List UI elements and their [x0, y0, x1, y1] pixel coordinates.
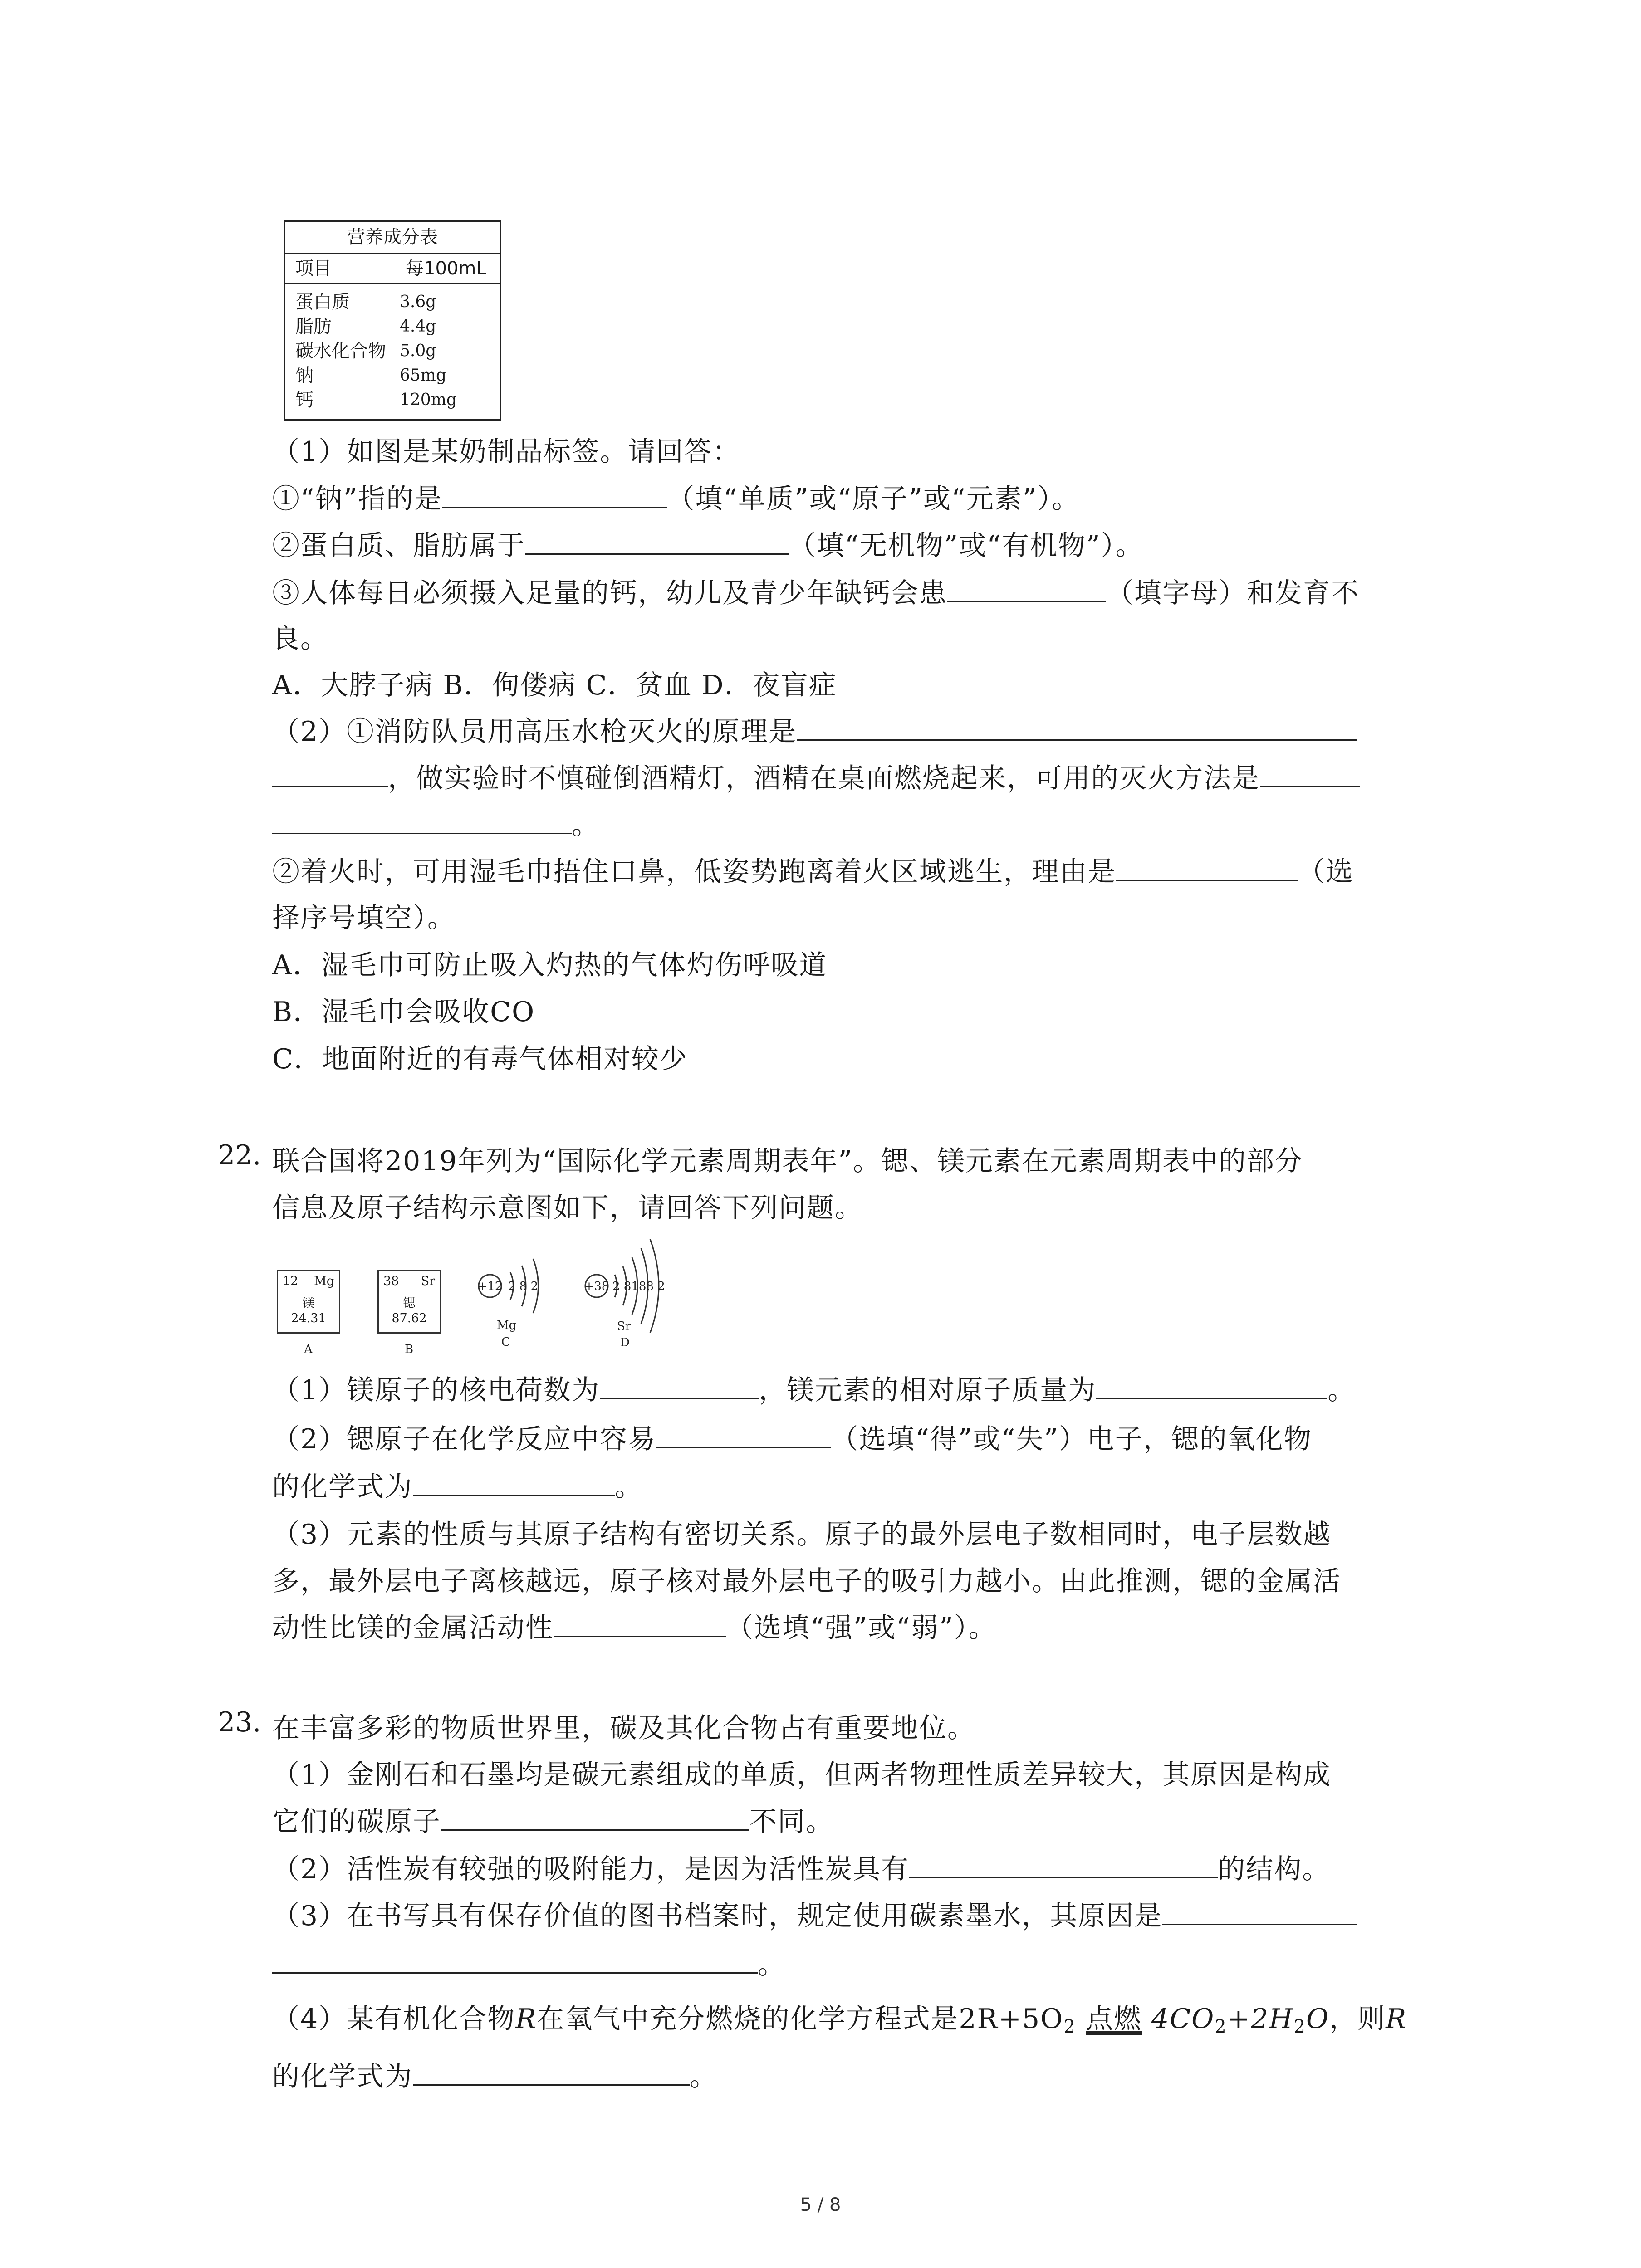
answer-blank[interactable]: [909, 1851, 1218, 1878]
element-cell-mg: [277, 1270, 340, 1334]
row-name: 钙: [295, 390, 314, 411]
element-symbol: Mg: [314, 1274, 334, 1288]
q22-number: 22.: [218, 1139, 261, 1171]
element-name: 镁: [302, 1296, 315, 1310]
text: 不同。: [749, 1806, 834, 1838]
text: 的化学式为: [272, 2061, 413, 2092]
answer-blank[interactable]: [1116, 853, 1298, 881]
reaction-condition: 点燃: [1085, 2003, 1142, 2035]
text: 。: [1327, 1374, 1356, 1406]
atom-symbol: Mg: [497, 1319, 517, 1332]
element-cell-sr: [377, 1270, 441, 1334]
q22-stem-2: 信息及原子结构示意图如下，请回答下列问题。: [272, 1192, 863, 1224]
text: ，镁元素的相对原子质量为: [759, 1374, 1097, 1406]
text: ①“钠”指的是: [272, 483, 443, 515]
product-2-end: O: [1306, 2003, 1330, 2035]
text: 动性比镁的金属活动性: [272, 1612, 554, 1644]
subscript: 2: [1293, 2016, 1306, 2037]
q23-p1-2: [272, 1800, 834, 1839]
equation-left: 2R+5O: [959, 2003, 1064, 2035]
atomic-number: 38: [383, 1274, 399, 1288]
text: 的结构。: [1218, 1853, 1331, 1885]
text: 。: [758, 1949, 786, 1980]
q21-option-c: C．地面附近的有毒气体相对较少: [272, 1043, 688, 1075]
q21-p1-a: [272, 477, 1080, 516]
chemical-equation: [959, 2003, 1329, 2035]
q23-p1-1: （1）金刚石和石墨均是碳元素组成的单质，但两者物理性质差异较大，其原因是构成: [272, 1759, 1332, 1791]
atomic-mass: 24.31: [291, 1311, 326, 1325]
row-value: 4.4g: [400, 317, 436, 336]
answer-blank[interactable]: [656, 1421, 831, 1448]
q23-p2: [272, 1848, 1330, 1887]
table-row: [285, 339, 500, 363]
q21-p1-b: [272, 524, 1144, 563]
nutrition-table-title: 营养成分表: [285, 222, 500, 254]
answer-blank[interactable]: [413, 1468, 615, 1496]
table-row: [285, 388, 500, 412]
q23-p3-end: [272, 1943, 786, 1982]
text: （2）①消防队员用高压水枪灭火的原理是: [272, 716, 797, 748]
q22-p1: [272, 1369, 1356, 1408]
q21-p1-c-cont: 良。: [272, 623, 328, 655]
text: （填“无机物”或“有机物”）。: [789, 530, 1144, 562]
nutrition-table: [284, 220, 501, 421]
text: （选: [1298, 856, 1354, 888]
q23-p3: [272, 1894, 1357, 1933]
text: ，则: [1329, 2003, 1386, 2035]
atom-diagram-sr: [583, 1225, 692, 1349]
q23-stem: 在丰富多彩的物质世界里，碳及其化合物占有重要地位。: [272, 1712, 975, 1744]
q22-p3-2: 多，最外层电子离核越远，原子核对最外层电子的吸引力越小。由此推测，锶的金属活: [272, 1565, 1341, 1597]
q21-p2-a: [272, 710, 1357, 749]
q21-p2-a-end: [272, 803, 600, 842]
text: （4）某有机化合物: [272, 2003, 516, 2035]
shell-counts: 2 8188 2: [612, 1280, 665, 1293]
product-2: +2H: [1227, 2003, 1294, 2035]
text: （2）锶原子在化学反应中容易: [272, 1423, 656, 1455]
row-value: 120mg: [400, 391, 457, 409]
text: （3）在书写具有保存价值的图书档案时，规定使用碳素墨水，其原因是: [272, 1900, 1163, 1932]
text: 。: [615, 1471, 643, 1503]
answer-blank[interactable]: [947, 575, 1106, 602]
q21-option-b: B．湿毛巾会吸收CO: [272, 996, 535, 1028]
answer-blank[interactable]: [272, 807, 572, 834]
text: 。: [572, 809, 600, 841]
table-row: [285, 314, 500, 339]
q21-p2-b: [272, 850, 1354, 889]
text: 在氧气中充分燃烧的化学方程式是: [537, 2003, 959, 2035]
table-row: [285, 363, 500, 388]
answer-blank[interactable]: [441, 1803, 749, 1831]
row-value: 65mg: [400, 366, 446, 385]
atom-diagram-mg: [476, 1245, 585, 1349]
text: ，做实验时不慎碰倒酒精灯，酒精在桌面燃烧起来，可用的灭火方法是: [388, 763, 1260, 794]
text: （填“单质”或“原子”或“元素”）。: [667, 483, 1080, 515]
row-name: 碳水化合物: [295, 341, 386, 362]
text: ③人体每日必须摄入足量的钙，幼儿及青少年缺钙会患: [272, 577, 947, 609]
text: 。: [690, 2061, 718, 2092]
figure-label-a: A: [304, 1343, 313, 1356]
header-per: 每100mL: [406, 258, 486, 279]
header-item: 项目: [295, 258, 332, 279]
q21-p1-options: A．大脖子病 B．佝偻病 C．贫血 D．夜盲症: [272, 670, 837, 701]
figure-label-c: C: [501, 1335, 510, 1349]
q22-p3-1: （3）元素的性质与其原子结构有密切关系。原子的最外层电子数相同时，电子层数越: [272, 1519, 1332, 1550]
answer-blank[interactable]: [442, 480, 667, 508]
atomic-number: 12: [283, 1274, 299, 1288]
subscript: 2: [1215, 2016, 1227, 2037]
q23-p4-cont: [272, 2055, 718, 2094]
q22-stem-1: 联合国将2019年列为“国际化学元素周期表年”。锶、镁元素在元素周期表中的部分: [272, 1145, 1303, 1177]
text: 它们的碳原子: [272, 1806, 441, 1838]
answer-blank[interactable]: [1260, 760, 1360, 787]
text: ②蛋白质、脂肪属于: [272, 530, 525, 562]
answer-blank[interactable]: [554, 1609, 726, 1637]
nucleus-label: +38: [584, 1280, 609, 1293]
element-name: 锶: [403, 1296, 416, 1310]
nutrition-table-header: [285, 254, 500, 284]
answer-blank[interactable]: [272, 760, 388, 787]
product-1: 4CO: [1151, 2003, 1215, 2035]
figure-label-b: B: [405, 1343, 414, 1356]
answer-blank[interactable]: [1162, 1897, 1357, 1925]
q21-p2-b-cont: 择序号填空）。: [272, 902, 456, 934]
page-number: 5 / 8: [800, 2195, 841, 2215]
q21-p2-a-mid: [272, 757, 1360, 796]
figure-label-d: D: [620, 1336, 630, 1349]
answer-blank[interactable]: [600, 1372, 759, 1399]
text: （填字母）和发育不: [1106, 577, 1359, 609]
text: R: [1386, 2003, 1407, 2035]
answer-blank[interactable]: [413, 2058, 690, 2086]
table-row: [285, 290, 500, 314]
q23-p4: [272, 1997, 1407, 2037]
element-symbol: Sr: [421, 1274, 435, 1288]
row-name: 脂肪: [295, 316, 332, 337]
q23-number: 23.: [218, 1706, 261, 1738]
atomic-mass: 87.62: [392, 1311, 427, 1325]
nucleus-label: +12: [477, 1280, 503, 1293]
text: R: [515, 2003, 537, 2035]
text: （2）活性炭有较强的吸附能力，是因为活性炭具有: [272, 1853, 910, 1885]
text: ②着火时，可用湿毛巾捂住口鼻，低姿势跑离着火区域逃生，理由是: [272, 856, 1116, 888]
answer-blank[interactable]: [797, 713, 1357, 741]
row-value: 5.0g: [400, 342, 436, 360]
text: （选填“强”或“弱”）。: [726, 1612, 997, 1644]
answer-blank[interactable]: [525, 527, 789, 555]
q21-p1-c: [272, 572, 1359, 611]
q22-p2: [272, 1418, 1312, 1457]
q22-p3-3: [272, 1606, 997, 1645]
text: （1）镁原子的核电荷数为: [272, 1374, 600, 1406]
row-name: 钠: [295, 365, 314, 386]
answer-blank[interactable]: [1096, 1372, 1327, 1399]
text: （选填“得”或“失”）电子，锶的氧化物: [831, 1423, 1312, 1455]
row-value: 3.6g: [400, 293, 436, 311]
atom-symbol: Sr: [617, 1320, 631, 1333]
q22-p2-cont: [272, 1465, 643, 1504]
shell-counts: 2 8 2: [508, 1280, 539, 1293]
text: 的化学式为: [272, 1471, 413, 1503]
answer-blank[interactable]: [272, 1946, 758, 1974]
q21-option-a: A．湿毛巾可防止吸入灼热的气体灼伤呼吸道: [272, 949, 828, 981]
q21-p1-intro: （1）如图是某奶制品标签。请回答：: [272, 436, 741, 468]
subscript: 2: [1063, 2016, 1076, 2037]
row-name: 蛋白质: [295, 292, 350, 313]
